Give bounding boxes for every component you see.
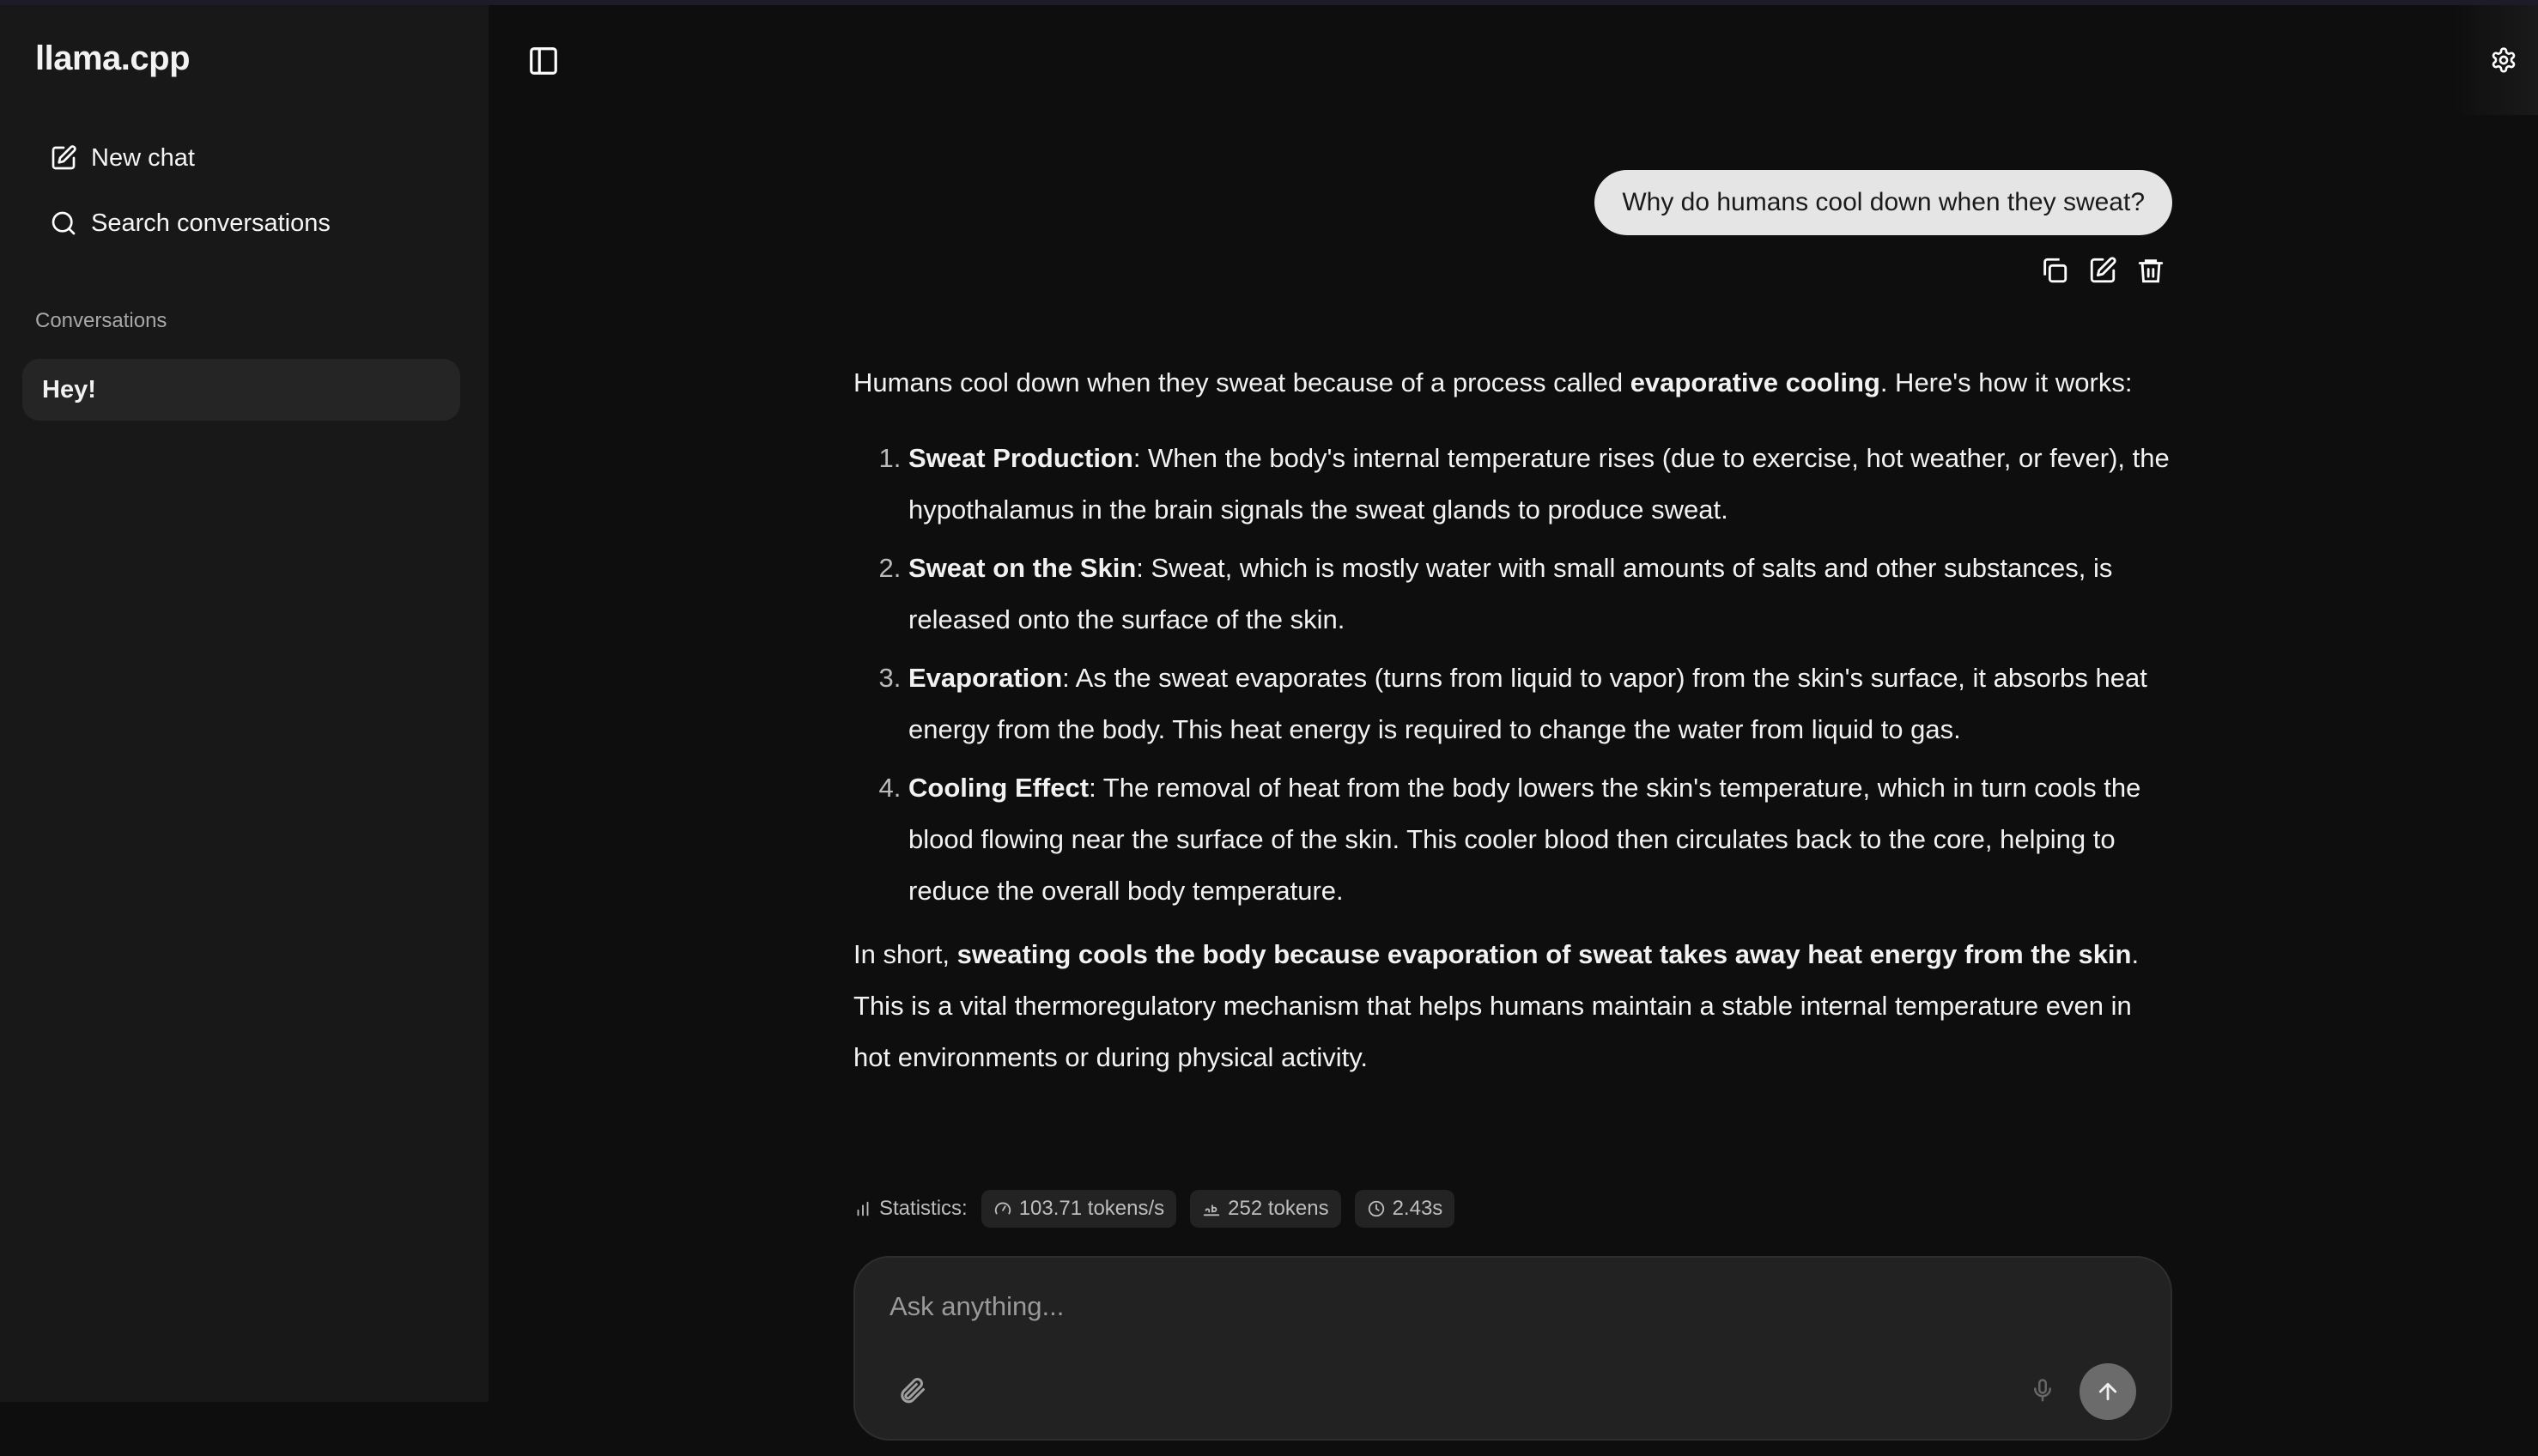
list-item [908, 543, 2176, 646]
settings-gear-icon[interactable] [2490, 46, 2517, 74]
list-item-text: : As the sweat evaporates (turns from liquid to vapor) from the skin's surface, it absorbs heat energy from the body. This heat energy is required to change the water from liquid to gas. [908, 663, 2147, 744]
sidebar-toggle-icon[interactable] [527, 45, 560, 77]
edit-icon [50, 144, 77, 172]
conversation-title: Hey! [42, 375, 96, 403]
message-actions [2040, 256, 2165, 285]
message-input[interactable] [890, 1277, 2006, 1337]
conversation-item[interactable] [22, 359, 460, 421]
answer-summary [853, 929, 2176, 1083]
token-count-value: 252 tokens [1228, 1197, 1329, 1220]
search-icon [50, 209, 77, 237]
summary-text-end: . This is a vital thermoregulatory mechanism that helps humans maintain a stable internal temperature even in hot environments or during physical activity. [853, 939, 2140, 1072]
clock-icon [1367, 1199, 1386, 1218]
sidebar [0, 5, 489, 1402]
summary-text: In short, [853, 939, 957, 969]
microphone-icon[interactable] [2030, 1378, 2055, 1404]
text-tokens-icon [1202, 1199, 1221, 1218]
list-item-text: : When the body's internal temperature rises (due to exercise, hot weather, or fever), the hypothalamus in the brain signals the sweat glands to produce sweat. [908, 443, 2170, 525]
tokens-per-second-value: 103.71 tokens/s [1018, 1197, 1165, 1220]
conversations-heading: Conversations [35, 309, 167, 332]
list-item [908, 762, 2176, 917]
statistics-bar [853, 1190, 1454, 1228]
answer-list [853, 433, 2176, 917]
list-item-title: Evaporation [908, 663, 1063, 693]
user-message-text: Why do humans cool down when they sweat? [1622, 188, 2145, 216]
new-chat-label: New chat [91, 143, 195, 172]
list-item-text: : The removal of heat from the body lowers the skin's temperature, which in turn cools the blood flowing near the surface of the skin. This cooler blood then circulates back to the core, helping to reduce the overall body temperature. [908, 773, 2141, 906]
duration-badge [1355, 1190, 1455, 1228]
list-item-title: Sweat on the Skin [908, 553, 1137, 583]
list-item-text: : Sweat, which is mostly water with small amounts of salts and other substances, is released onto the surface of the skin. [908, 553, 2113, 634]
intro-text: Humans cool down when they sweat because of a process called [853, 367, 1630, 397]
list-item-title: Cooling Effect [908, 773, 1090, 803]
paperclip-icon[interactable] [896, 1375, 927, 1406]
app-title: llama.cpp [35, 39, 191, 77]
gauge-icon [993, 1199, 1012, 1218]
assistant-message [853, 359, 2176, 1083]
list-item [908, 652, 2176, 755]
delete-icon[interactable] [2136, 256, 2165, 285]
statistics-label: Statistics: [879, 1197, 968, 1220]
edit-message-icon[interactable] [2088, 256, 2117, 285]
search-conversations-button[interactable] [34, 197, 455, 249]
search-conversations-label: Search conversations [91, 209, 331, 237]
bar-chart-icon [853, 1199, 872, 1218]
send-button[interactable] [2080, 1363, 2136, 1420]
list-item-title: Sweat Production [908, 443, 1133, 473]
token-count-badge [1190, 1190, 1340, 1228]
user-message-bubble [1594, 170, 2172, 235]
intro-bold: evaporative cooling [1630, 367, 1880, 397]
summary-bold: sweating cools the body because evaporation of sweat takes away heat energy from the skin [956, 939, 2132, 969]
new-chat-button[interactable] [34, 132, 455, 184]
tokens-per-second-badge [981, 1190, 1176, 1228]
intro-text-end: . Here's how it works: [1879, 367, 2133, 397]
chat-composer [853, 1256, 2172, 1441]
duration-value: 2.43s [1392, 1197, 1443, 1220]
list-item [908, 433, 2176, 536]
arrow-up-icon [2095, 1379, 2121, 1404]
copy-icon[interactable] [2040, 256, 2069, 285]
answer-intro [853, 359, 2176, 407]
